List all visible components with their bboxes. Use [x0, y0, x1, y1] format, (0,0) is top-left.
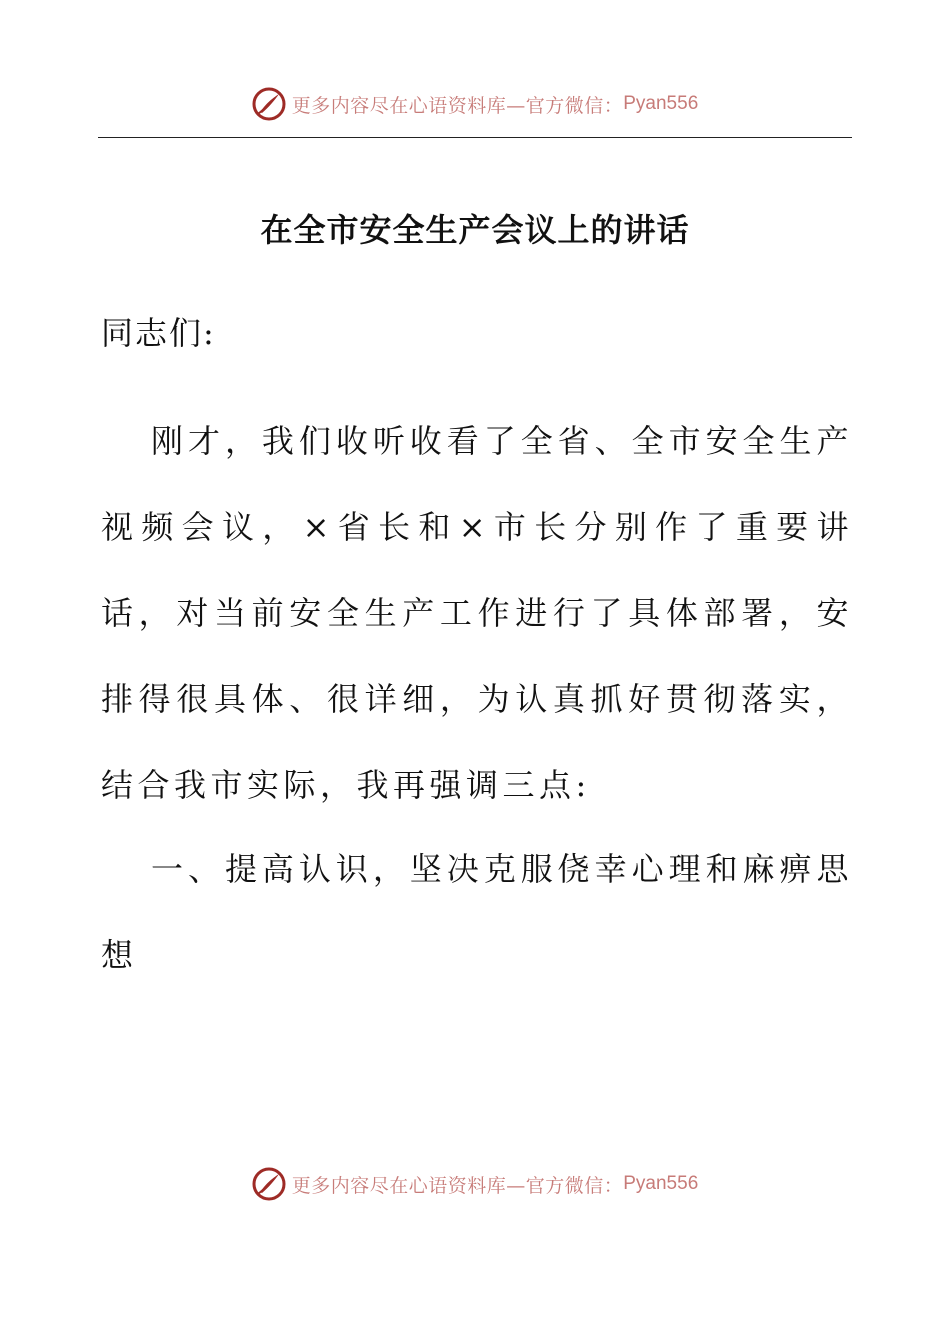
quill-logo-icon [252, 1167, 286, 1201]
watermark-handle: Pyan556 [623, 93, 699, 114]
document-title: 在全市安全生产会议上的讲话 [260, 211, 690, 249]
quill-logo-icon [252, 87, 286, 121]
watermark-text: 更多内容尽在心语资料库—官方微信： [291, 1174, 624, 1197]
watermark-banner-top [0, 84, 950, 124]
section-heading: 一、提高认识，坚决克服侥幸心理和麻痹思想 [101, 850, 853, 974]
header-divider [98, 137, 852, 138]
body-paragraph: 刚才，我们收听收看了全省、全市安全生产视频会议，×省长和×市长分别作了重要讲话，对当前安全生产工作进行了具体部署，安排得很具体、很详细，为认真抓好贯彻落实，结合我市实际，我再强调三点: [101, 422, 853, 804]
watermark-banner-bottom [0, 1164, 950, 1204]
watermark-text: 更多内容尽在心语资料库—官方微信： [291, 94, 624, 117]
salutation: 同志们: [101, 314, 216, 352]
watermark-handle: Pyan556 [623, 1173, 699, 1194]
